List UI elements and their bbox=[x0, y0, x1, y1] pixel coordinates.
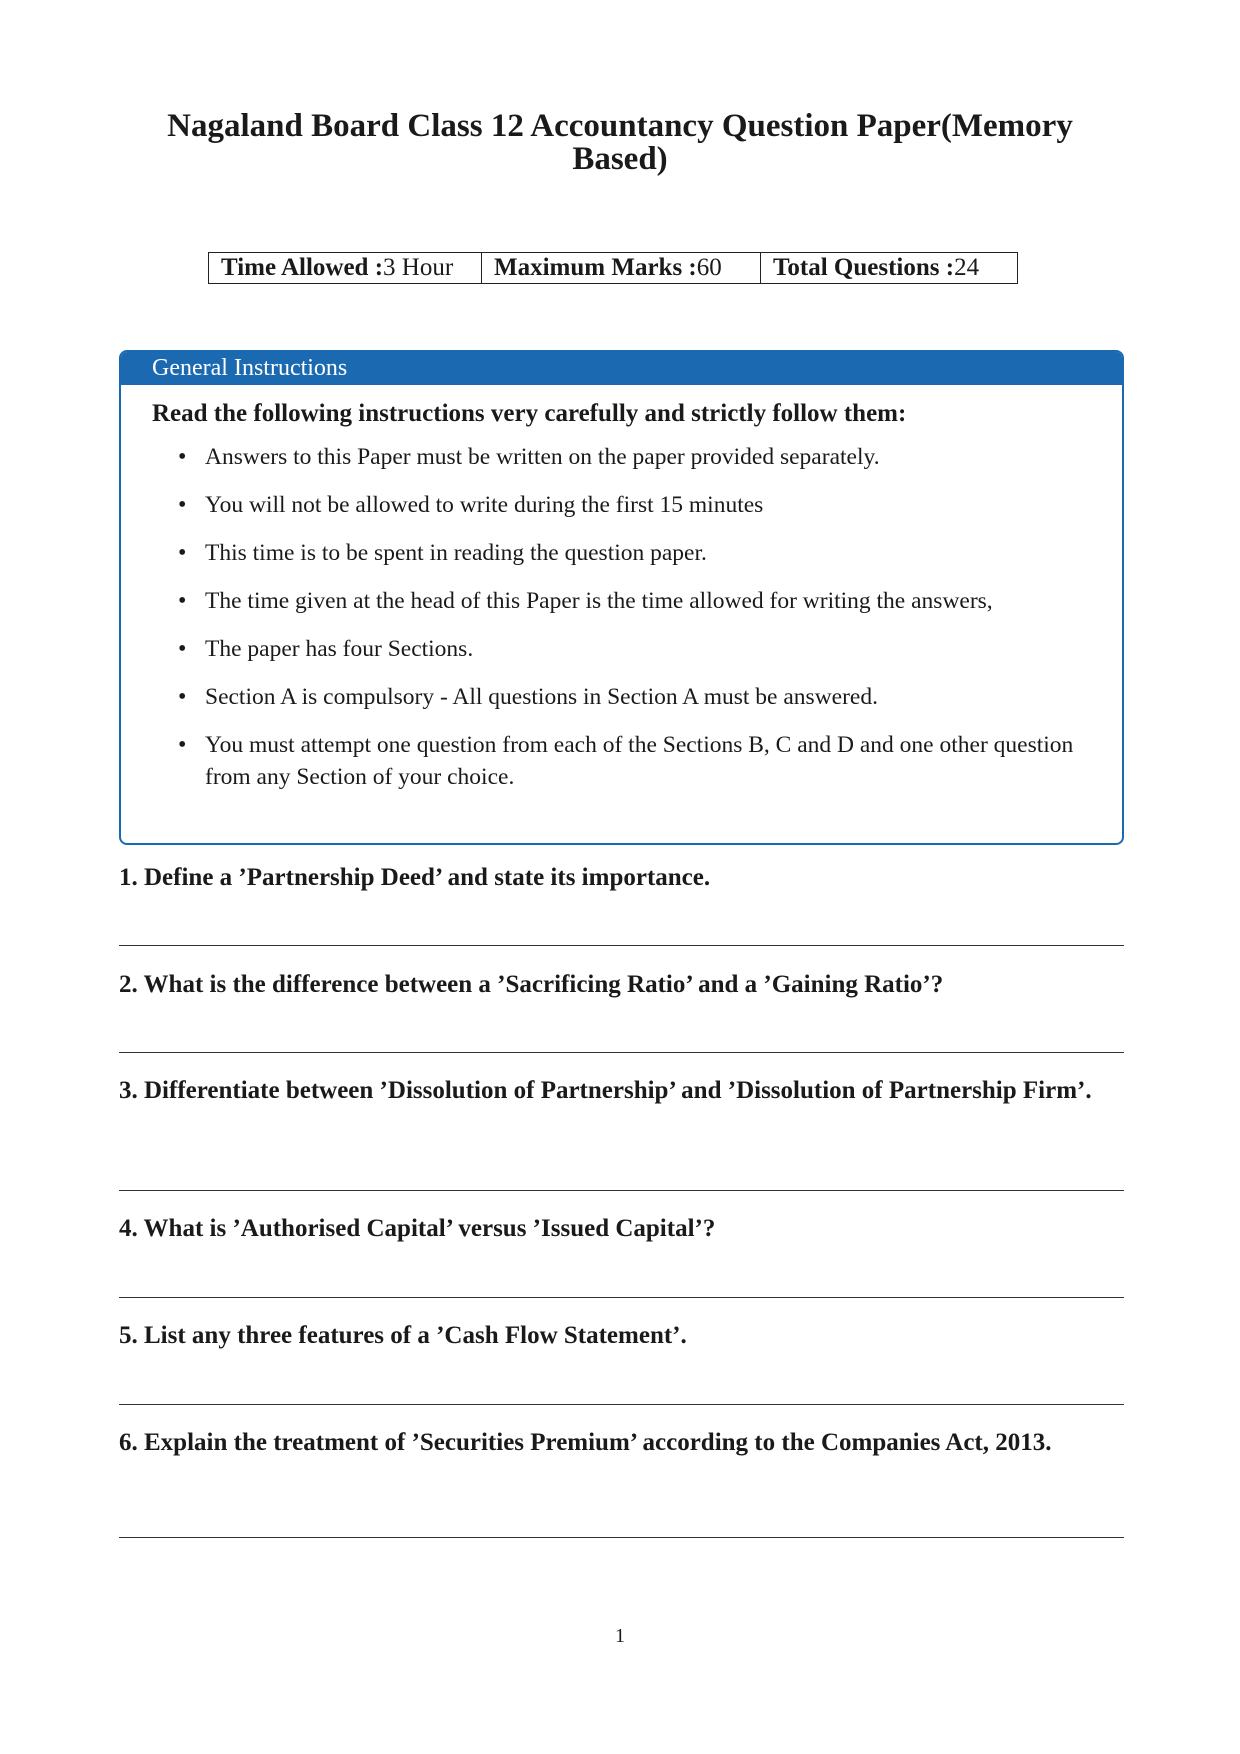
instruction-item bbox=[178, 633, 1085, 665]
instruction-text: The time given at the head of this Paper is the time allowed for writing the answers, bbox=[205, 588, 993, 614]
instruction-item bbox=[178, 729, 1085, 793]
question-6 bbox=[119, 1427, 1124, 1459]
total-questions-cell bbox=[761, 253, 1018, 284]
question-2 bbox=[119, 969, 1124, 1001]
instruction-text: This time is to be spent in reading the question paper. bbox=[205, 540, 707, 566]
maximum-marks-label: Maximum Marks : bbox=[494, 254, 697, 281]
instructions-header: General Instructions bbox=[121, 352, 1122, 385]
answer-line bbox=[119, 1537, 1124, 1538]
total-questions-label: Total Questions : bbox=[773, 254, 955, 281]
page-number: 1 bbox=[615, 1625, 625, 1647]
question-text: 3. Differentiate between ’Dissolution of Partnership’ and ’Dissolution of Partnership Firm’. bbox=[119, 1077, 1092, 1104]
question-text: 4. What is ’Authorised Capital’ versus ’Issued Capital’? bbox=[119, 1215, 716, 1242]
instruction-text: You must attempt one question from each of the Sections B, C and D and one other question from any Section of your choice. bbox=[205, 732, 1074, 790]
exam-info-table bbox=[208, 252, 1018, 284]
bullet-icon: • bbox=[178, 636, 187, 662]
answer-line bbox=[119, 1297, 1124, 1298]
answer-line bbox=[119, 1052, 1124, 1053]
bullet-icon: • bbox=[178, 588, 187, 614]
time-allowed-cell bbox=[209, 253, 482, 284]
instructions-list bbox=[121, 441, 1085, 793]
instruction-item bbox=[178, 537, 1085, 569]
bullet-icon: • bbox=[178, 540, 187, 566]
bullet-icon: • bbox=[178, 732, 187, 758]
instruction-item bbox=[178, 441, 1085, 473]
time-allowed-value: 3 Hour bbox=[383, 254, 454, 281]
maximum-marks-value: 60 bbox=[696, 254, 722, 281]
question-5 bbox=[119, 1320, 1124, 1352]
answer-line bbox=[119, 945, 1124, 946]
page-title: Nagaland Board Class 12 Accountancy Question Paper(Memory Based) bbox=[167, 108, 1073, 177]
question-3 bbox=[119, 1075, 1124, 1107]
general-instructions-box bbox=[119, 350, 1124, 845]
instruction-text: The paper has four Sections. bbox=[205, 636, 474, 662]
bullet-icon: • bbox=[178, 492, 187, 518]
maximum-marks-cell bbox=[482, 253, 761, 284]
question-text: 1. Define a ’Partnership Deed’ and state its importance. bbox=[119, 864, 711, 891]
instructions-lead: Read the following instructions very carefully and strictly follow them: bbox=[152, 400, 907, 427]
instruction-item bbox=[178, 681, 1085, 713]
instruction-item bbox=[178, 489, 1085, 521]
question-text: 2. What is the difference between a ’Sacrificing Ratio’ and a ’Gaining Ratio’? bbox=[119, 971, 944, 998]
instruction-text: You will not be allowed to write during the first 15 minutes bbox=[205, 492, 764, 518]
answer-line bbox=[119, 1404, 1124, 1405]
instruction-item bbox=[178, 585, 1085, 617]
instruction-text: Section A is compulsory - All questions in Section A must be answered. bbox=[205, 684, 878, 710]
question-1 bbox=[119, 862, 1124, 894]
time-allowed-label: Time Allowed : bbox=[221, 254, 384, 281]
question-4 bbox=[119, 1213, 1124, 1245]
question-text: 5. List any three features of a ’Cash Flow Statement’. bbox=[119, 1322, 687, 1349]
bullet-icon: • bbox=[178, 684, 187, 710]
question-text: 6. Explain the treatment of ’Securities Premium’ according to the Companies Act, 2013. bbox=[119, 1429, 1052, 1456]
answer-line bbox=[119, 1190, 1124, 1191]
bullet-icon: • bbox=[178, 444, 187, 470]
instruction-text: Answers to this Paper must be written on the paper provided separately. bbox=[205, 444, 880, 470]
total-questions-value: 24 bbox=[954, 254, 980, 281]
